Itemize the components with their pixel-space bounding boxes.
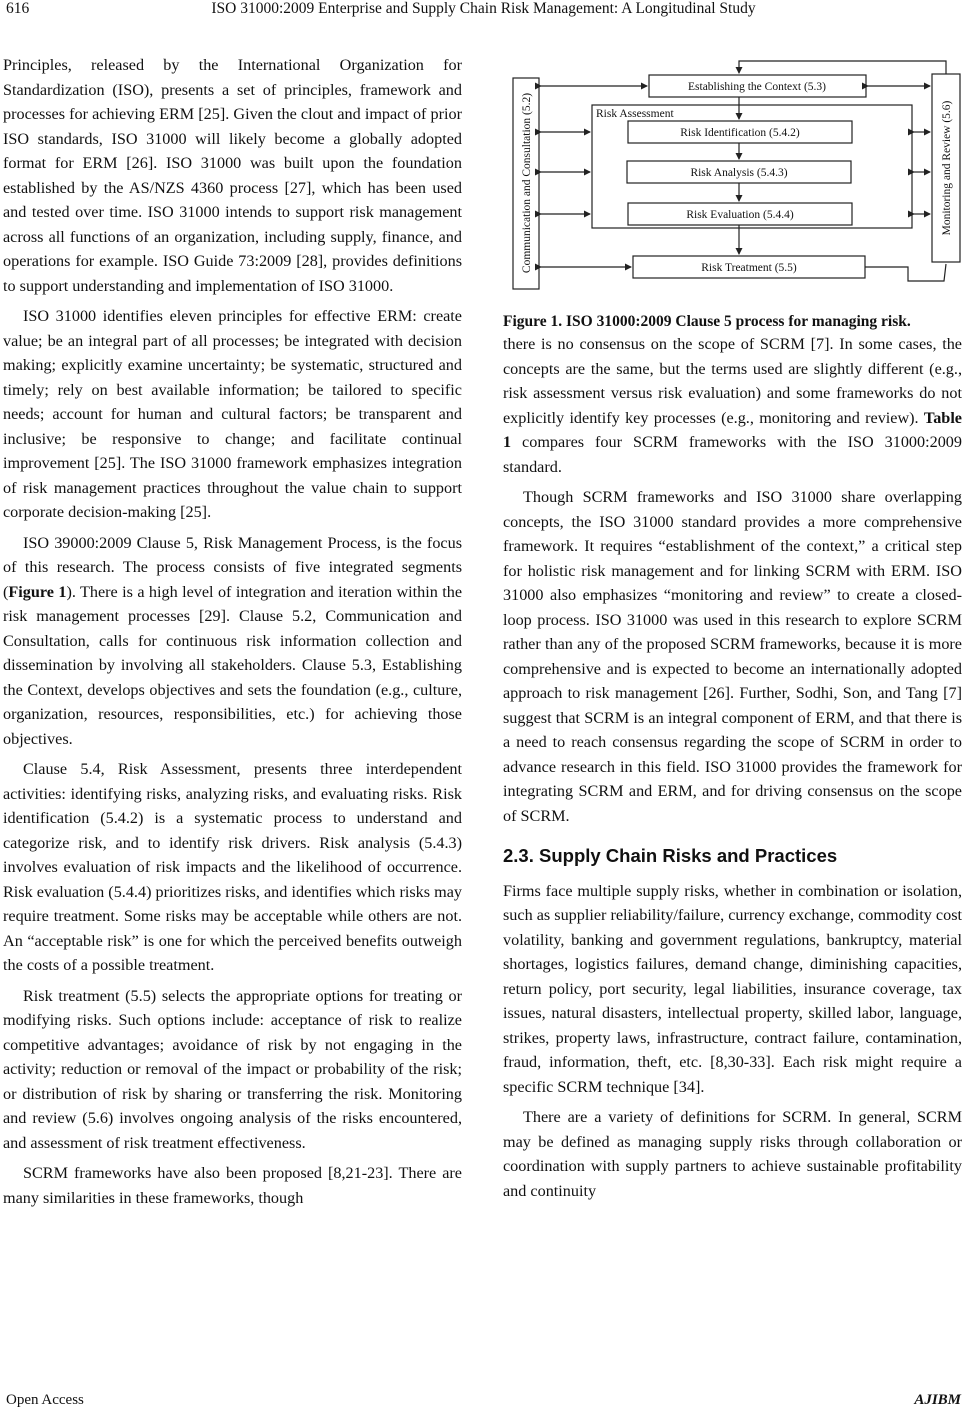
paragraph: Risk treatment (5.5) selects the appropriate options for treating or modifying risks. Such options include: acceptance of risk to realize competitive advantages; avoidance of risk by not engaging in the activity; reduction or removal of the impact or probability of the risk; or distribution of risk by sharing or transferring the risk. Monitoring and review (5.6) involves ongoing analysis of the risks encountered, and assessment of risk treatment effectiveness. [3,986,462,1152]
paragraph [503,332,962,479]
footer-open-access: Open Access [6,1392,84,1408]
communication-label: Communication and Consultation (5.2) [521,92,533,274]
table-reference: Table 1 [503,408,962,451]
figure-reference: Figure 1 [8,582,67,601]
text-run: ). There is a high level of integration and iteration within the risk management processes [29]. Clause 5.2, Communication and Consultation, calls for continuous risk information collection and dissemination by involving all stakeholders. Clause 5.3, Establishing the Context, develops objectives and sets the foundation (e.g., culture, organization, resources, responsibilities, etc.) for achieving those objectives. [3,582,463,748]
evaluation-label: Risk Evaluation (5.4.4) [686,209,794,221]
context-label: Establishing the Context (5.3) [688,81,826,93]
footer-journal: AJIBM [914,1392,961,1408]
text-run: there is no consensus on the scope of SCRM [7]. In some cases, the concepts are the same, but the terms used are slightly different (e.g., risk assessment versus risk evaluation) and some frameworks do not explicitly identify key processes (e.g., monitoring and review). [503,335,962,427]
page-header [6,0,961,26]
paragraph [3,531,462,752]
paragraph: SCRM frameworks have also been proposed [8,21-23]. There are many similarities in these frameworks, though [3,1164,462,1207]
monitoring-label: Monitoring and Review (5.6) [941,100,953,236]
paragraph: There are a variety of definitions for SCRM. In general, SCRM may be defined as managing supply risks through collaboration or coordination with supply partners to achieve sustainable profitability and continuity [503,1108,962,1200]
figure-caption: Figure 1. ISO 31000:2009 Clause 5 process for managing risk. [503,313,911,330]
paragraph: Firms face multiple supply risks, whether in combination or isolation, such as supplier reliability/failure, currency exchange, commodity cost volatility, banking and government regulations, bankruptcy, material shortages, logistics failures, demand change, diminishing capacities, return policy, port security, legal liabilities, insurance coverage, tax issues, natural disasters, intellectual property, skilled labor, language, strikes, property laws, infrastructure, contract failure, contamination, fraud, information, theft, etc. [8,30-33]. Each risk might require a specific SCRM technique [34]. [503,881,962,1096]
figure-1 [503,53,962,299]
assessment-label: Risk Assessment [596,108,674,120]
left-column [3,53,462,1210]
section-heading: 2.3. Supply Chain Risks and Practices [503,845,838,866]
right-column [503,53,962,1203]
analysis-label: Risk Analysis (5.4.3) [690,167,788,179]
paragraph: ISO 31000 identifies eleven principles for effective ERM: create value; be an integral part of all processes; be integrated with decision making; explicitly examine uncertainty; be systematic, structured and timely; rely on best available information; be tailored to specific needs; account for human and cultural factors; be transparent and inclusive; be responsive to change; and facilitate continual improvement [25]. The ISO 31000 framework emphasizes integration of risk management practices throughout the value chain to support corporate decision-making [25]. [3,307,462,521]
text-run: ISO 39000:2009 Clause 5, Risk Management Process, is the focus of this research. The process consists of five integrated segments ( [3,533,462,601]
text-run: compares four SCRM frameworks with the ISO 31000:2009 standard. [503,433,962,476]
paragraph: Clause 5.4, Risk Assessment, presents three interdependent activities: identifying risks, analyzing risks, and evaluating risks. Risk identification (5.4.2) is a systematic process to understand and categorize risk, and to identify risk drivers. Risk analysis (5.4.3) involves evaluation of risk impacts and the likelihood of occurrence. Risk evaluation (5.4.4) prioritizes risks, and identifies which risks may require treatment. Some risks may be acceptable while others are not. An “acceptable risk” is one for which the perceived benefits outweigh the costs of a possible treatment. [3,760,462,974]
running-title: ISO 31000:2009 Enterprise and Supply Chain Risk Management: A Longitudinal Study [211,0,756,17]
paragraph: Though SCRM frameworks and ISO 31000 share overlapping concepts, the ISO 31000 standard provides a more comprehensive framework. It requires “establishment of the context,” a critical step for holistic risk management and for linking SCRM with ERM. ISO 31000 also emphasizes “monitoring and review” to create a closed-loop process. ISO 31000 was used in this research to explore SCRM rather than any of the proposed SCRM frameworks, because it is more comprehensive and is expected to become an internationally adopted approach to risk management [26]. Further, Sodhi, Son, and Tang [7] suggest that SCRM is an integral component of ERM, and that there is a need to reach consensus regarding the scope of SCRM in order to advance research in this field. ISO 31000 provides the framework for integrating SCRM and ERM, and for driving consensus on the scope of SCRM. [503,488,962,825]
treatment-label: Risk Treatment (5.5) [701,262,797,274]
risk-process-diagram [503,53,962,299]
paragraph: Principles, released by the International Organization for Standardization (ISO), presents a set of principles, framework and processes for achieving ERM [25]. Given the clout and impact of prior ISO standards, ISO 31000 will likely become a globally adopted format for ERM [26]. ISO 31000 was built upon the foundation established by the AS/NZS 4360 process [27], which has been used and tested over time. ISO 31000 intends to support risk management across all functions of an organization, including supply, finance, and operations for example. ISO Guide 73:2009 [28], provides definitions to support understanding and implementation of ISO 31000. [3,56,462,295]
identification-label: Risk Identification (5.4.2) [680,127,800,139]
page-number: 616 [6,0,30,17]
